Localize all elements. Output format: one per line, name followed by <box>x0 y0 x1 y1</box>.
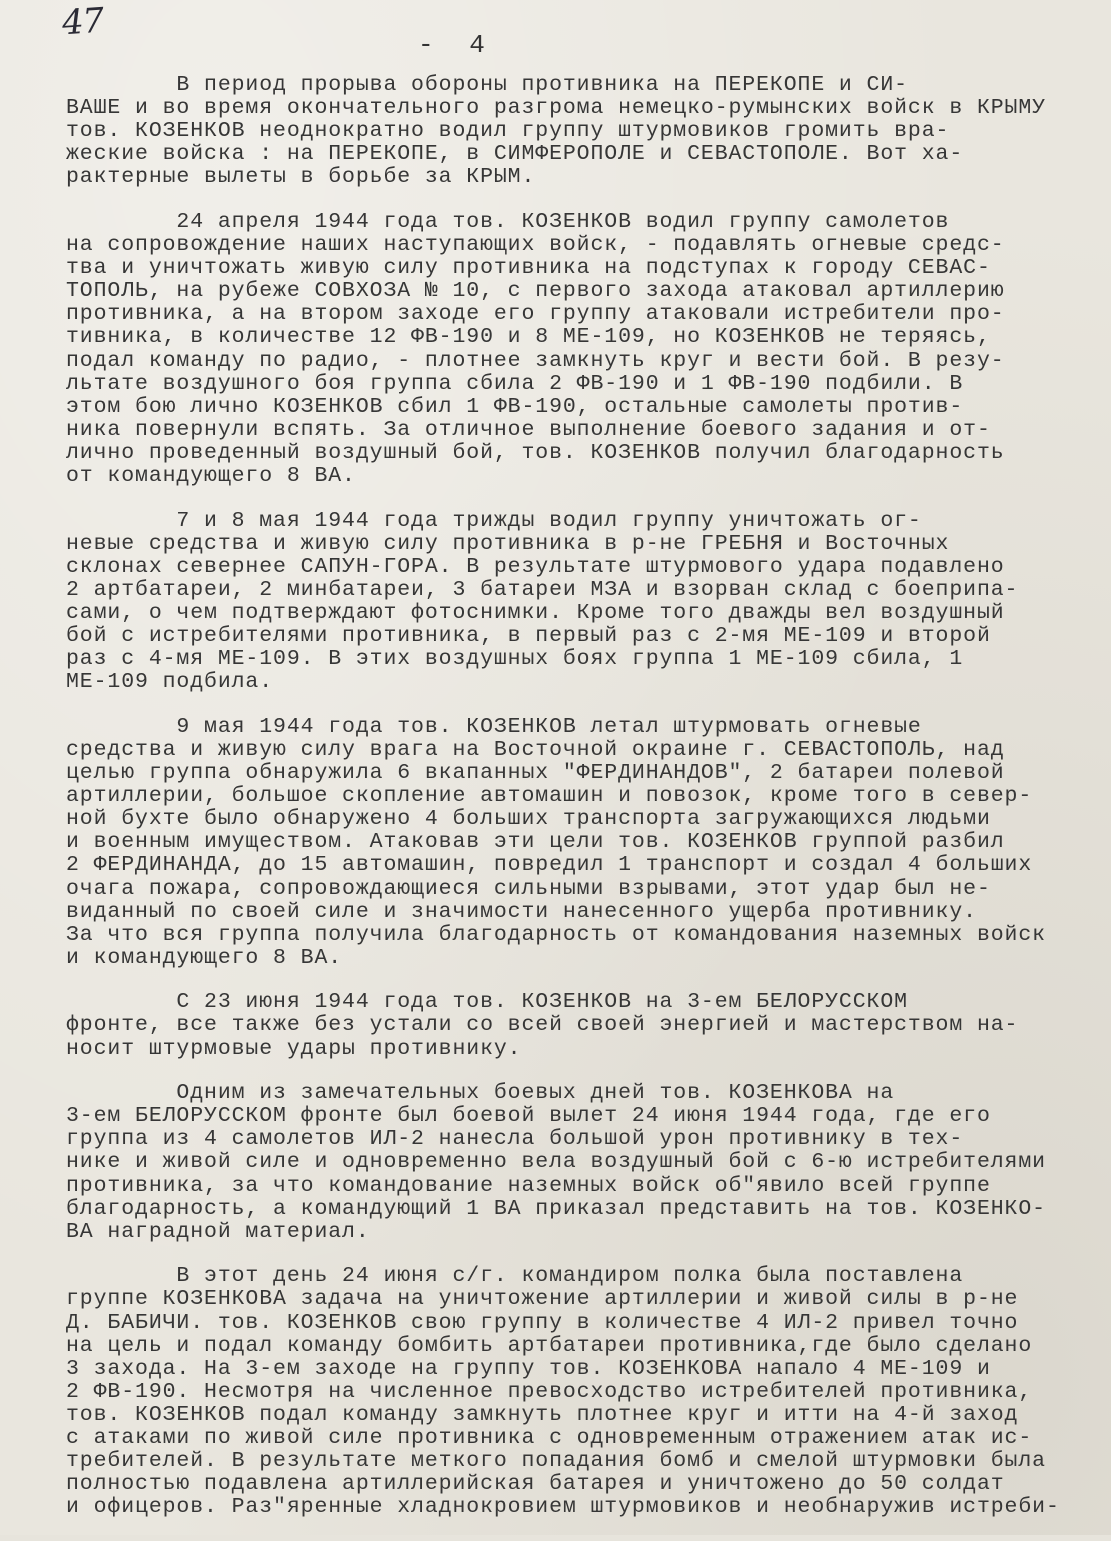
text-line: 2 артбатареи, 2 минбатареи, 3 батареи МЗА и взорван склад с боеприпа- <box>66 577 1019 602</box>
text-line: от командующего 8 ВА. <box>66 464 356 488</box>
text-line: ника повернули вспять. За отличное выполнение боевого задания и от- <box>66 417 991 442</box>
text-line: на цель и подал команду бомбить артбатареи противника,где было сделано <box>66 1333 1033 1358</box>
text-line: и военным имуществом. Атаковав эти цели тов. КОЗЕНКОВ группой разбил <box>66 830 1005 855</box>
page-number: - 4 <box>418 30 495 60</box>
text-line: артиллерии, большое скопление автомашин и повозок, кроме того в север- <box>66 784 1033 809</box>
document-body <box>66 73 1060 1541</box>
text-line: с атаками по живой силе противника с одновременным отражением атак ис- <box>66 1425 1033 1450</box>
text-line: льтате воздушного боя группа сбила 2 ФВ-190 и 1 ФВ-190 подбили. В <box>66 371 964 396</box>
text-line: сами, о чем подтверждают фотоснимки. Кроме того дважды вел воздушный <box>66 600 1005 625</box>
text-line: В этот день 24 июня с/г. командиром полка была поставлена <box>66 1264 964 1289</box>
text-line: носит штурмовые удары противнику. <box>66 1036 522 1061</box>
text-line: средства и живую силу врага на Восточной окраине г. СЕВАСТОПОЛЬ, над <box>66 737 1005 762</box>
text-line: ной бухте было обнаружено 4 больших транспорта загружающихся людьми <box>66 807 991 832</box>
text-line: МЕ-109 подбила. <box>66 670 274 695</box>
text-line: требителей. В результате меткого попадания бомб и смелой штурмовки была <box>66 1449 1046 1474</box>
text-line: ТОПОЛЬ, на рубеже СОВХОЗА № 10, с первого захода атаковал артиллерию <box>66 279 1005 304</box>
text-line: Д. БАБИЧИ. тов. КОЗЕНКОВ свою группу в количестве 4 ИЛ-2 привел точно <box>66 1310 1019 1335</box>
text-line: на сопровождение наших наступающих войск, - подавлять огневые средс- <box>66 233 1005 258</box>
text-line: склонах севернее САПУН-ГОРА. В результате штурмового удара подавлено <box>66 554 1005 579</box>
text-line: 3-ем БЕЛОРУССКОМ фронте был боевой вылет 24 июня 1944 года, где его <box>66 1104 991 1129</box>
text-line: противника, за что командование наземных войск об"явило всей группе <box>66 1173 991 1198</box>
text-line: тов. КОЗЕНКОВ неоднократно водил группу штурмовиков громить вра- <box>66 119 950 144</box>
paragraph <box>66 510 1056 695</box>
paragraph <box>66 1264 1060 1520</box>
paragraph <box>66 74 1056 189</box>
text-line: ВА наградной материал. <box>66 1219 370 1244</box>
text-line: 3 захода. На 3-ем заходе на группу тов. КОЗЕНКОВА напало 4 МЕ-109 и <box>66 1356 991 1381</box>
text-line: целью группа обнаружила 6 вкапанных "ФЕРДИНАНДОВ", 2 батареи полевой <box>66 761 1005 786</box>
text-line: и командующего 8 ВА. <box>66 945 343 970</box>
text-line: невые средства и живую силу противника в р-не ГРЕБНЯ и Восточных <box>66 531 950 556</box>
text-line: подал команду по радио, - плотнее замкнуть круг и вести бой. В резу- <box>66 348 1005 373</box>
text-line: Одним из замечательных боевых дней тов. КОЗЕНКОВА на <box>66 1081 895 1106</box>
text-line: раз с 4-мя МЕ-109. В этих воздушных боях группа 1 МЕ-109 сбила, 1 <box>66 647 964 672</box>
text-line: жеские войска : на ПЕРЕКОПЕ, в СИМФЕРОПОЛЕ и СЕВАСТОПОЛЕ. Вот ха- <box>66 142 964 167</box>
text-line: лично проведенный воздушный бой, тов. КОЗЕНКОВ получил благодарность <box>66 440 1005 465</box>
text-line: тва и уничтожать живую силу противника на подступах к городу СЕВАС- <box>66 256 991 281</box>
archive-page-number: 47 <box>60 0 105 44</box>
text-line: В период прорыва обороны противника на ПЕРЕКОПЕ и СИ- <box>66 73 908 97</box>
text-line: рактерные вылеты в борьбе за КРЫМ. <box>66 165 536 190</box>
text-line: полностью подавлена артиллерийская батарея и уничтожено до 50 солдат <box>66 1472 1005 1497</box>
text-line: и офицеров. Раз"яренные хладнокровием штурмовиков и необнаружив истреби- <box>66 1495 1060 1520</box>
text-line: виданный по своей силе и значимости нанесенного ущерба противнику. <box>66 899 977 924</box>
text-line: 2 ФЕРДИНАНДА, до 15 автомашин, повредил 1 транспорт и создал 4 больших <box>66 853 1033 878</box>
paragraph <box>66 716 1056 970</box>
text-line: За что вся группа получила благодарность от командования наземных войск <box>66 922 1046 947</box>
text-line: этом бою лично КОЗЕНКОВ сбил 1 ФВ-190, остальные самолеты против- <box>66 394 964 419</box>
text-line: тивника, в количестве 12 ФВ-190 и 8 МЕ-109, но КОЗЕНКОВ не теряясь, <box>66 325 991 350</box>
paragraph <box>66 1082 1056 1244</box>
text-line: ВАШЕ и во время окончательного разгрома немецко-румынских войск в КРЫМУ <box>66 96 1046 121</box>
text-line: 2 ФВ-190. Несмотря на численное превосходство истребителей противника, <box>66 1379 1033 1404</box>
text-line: бой с истребителями противника, в первый раз с 2-мя МЕ-109 и второй <box>66 624 991 649</box>
text-line: противника, а на втором заходе его группу атаковали истребители про- <box>66 302 1005 327</box>
text-line: очага пожара, сопровождающиеся сильными взрывами, этот удар был не- <box>66 876 991 901</box>
paragraph <box>66 991 1056 1060</box>
text-line: С 23 июня 1944 года тов. КОЗЕНКОВ на 3-ем БЕЛОРУССКОМ <box>66 990 908 1015</box>
text-line: 24 апреля 1944 года тов. КОЗЕНКОВ водил группу самолетов <box>66 209 950 234</box>
text-line: группа из 4 самолетов ИЛ-2 нанесла большой урон противнику в тех- <box>66 1127 964 1152</box>
text-line: благодарность, а командующий 1 ВА приказал представить на тов. КОЗЕНКО- <box>66 1196 1046 1221</box>
paragraph <box>66 211 1056 488</box>
text-line: фронте, все также без устали со всей своей энергией и мастерством на- <box>66 1013 1019 1038</box>
text-line: 9 мая 1944 года тов. КОЗЕНКОВ летал штурмовать огневые <box>66 714 922 739</box>
text-line: группе КОЗЕНКОВА задача на уничтожение артиллерии и живой силы в р-не <box>66 1287 1019 1312</box>
text-line: тов. КОЗЕНКОВ подал команду замкнуть плотнее круг и итти на 4-й заход <box>66 1402 1019 1427</box>
text-line: нике и живой силе и одновременно вела воздушный бой с 6-ю истребителями <box>66 1150 1046 1175</box>
text-line: 7 и 8 мая 1944 года трижды водил группу уничтожать ог- <box>66 508 922 533</box>
